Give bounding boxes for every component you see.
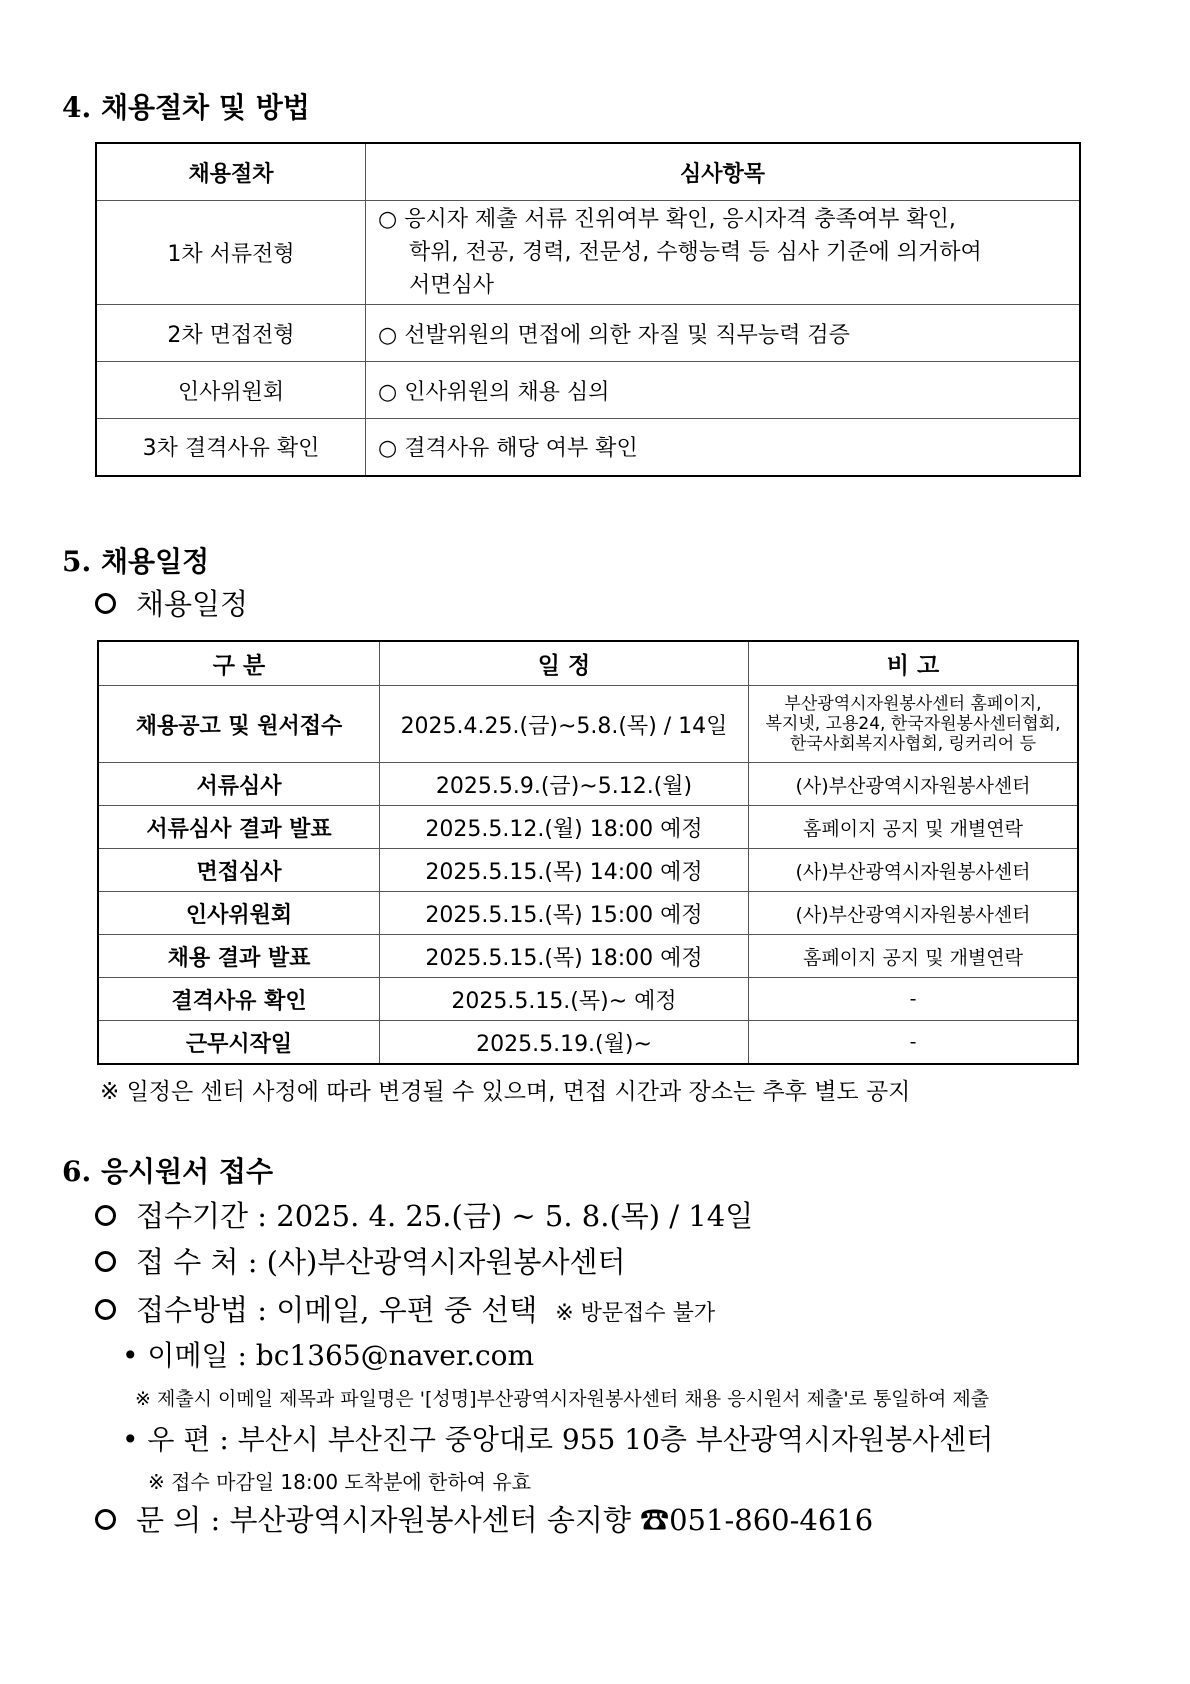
place-text: 접 수 처 : (사)부산광역시자원봉사센터 — [136, 1245, 626, 1279]
stage-cell: 2차 면접전형 — [96, 305, 366, 362]
method-text: 접수방법 : 이메일, 우편 중 선택 — [136, 1293, 538, 1327]
remark-cell: - — [749, 978, 1079, 1021]
criteria-line: 서면심사 — [409, 273, 495, 298]
date-cell: 2025.5.15.(목) 15:00 예정 — [380, 892, 749, 935]
stage-cell: 인사위원회 — [96, 362, 366, 419]
table-row — [98, 1021, 1078, 1065]
category-cell: 서류심사 — [98, 763, 380, 806]
table-row — [96, 201, 1080, 305]
table-row — [98, 849, 1078, 892]
section-5-heading: 5. 채용일정 — [62, 545, 210, 578]
remark-line: 부산광역시자원봉사센터 홈페이지, — [784, 694, 1042, 714]
table-header-row — [98, 641, 1078, 686]
table-row — [98, 935, 1078, 978]
period-line — [95, 1194, 753, 1235]
stage-cell: 1차 서류전형 — [96, 201, 366, 305]
criteria-cell: ○ 인사위원의 채용 심의 — [366, 362, 1081, 419]
remark-line: 복지넷, 고용24, 한국자원봉사센터협회, — [765, 714, 1061, 734]
method-line — [95, 1288, 715, 1329]
table-row — [98, 806, 1078, 849]
remark-cell: (사)부산광역시자원봉사센터 — [749, 849, 1079, 892]
category-cell: 채용공고 및 원서접수 — [98, 686, 380, 763]
category-cell: 인사위원회 — [98, 892, 380, 935]
post-note: ※ 접수 마감일 18:00 도착분에 한하여 유효 — [148, 1470, 532, 1494]
email-line: • 이메일 : bc1365@naver.com — [122, 1339, 535, 1372]
table-row — [98, 763, 1078, 806]
inquiry-text: 문 의 : 부산광역시자원봉사센터 송지향 ☎051-860-4616 — [136, 1503, 874, 1537]
table-row — [98, 686, 1078, 763]
schedule-note: ※ 일정은 센터 사정에 따라 변경될 수 있으며, 면접 시간과 장소는 추후 별도 공지 — [100, 1079, 911, 1105]
remark-line: 한국사회복지사협회, 링커리어 등 — [789, 734, 1037, 754]
table-row — [96, 305, 1080, 362]
date-cell: 2025.5.15.(목)~ 예정 — [380, 978, 749, 1021]
circle-bullet-icon — [95, 1509, 116, 1530]
place-line — [95, 1240, 625, 1281]
remark-cell: 홈페이지 공지 및 개별연락 — [749, 806, 1079, 849]
remark-cell — [749, 686, 1079, 763]
table-row — [98, 892, 1078, 935]
category-cell: 서류심사 결과 발표 — [98, 806, 380, 849]
table-header-row — [96, 143, 1080, 201]
remark-cell: (사)부산광역시자원봉사센터 — [749, 892, 1079, 935]
circle-bullet-icon — [95, 1299, 116, 1320]
category-cell: 근무시작일 — [98, 1021, 380, 1065]
stage-cell: 3차 결격사유 확인 — [96, 419, 366, 476]
header-cell: 비 고 — [749, 641, 1079, 686]
date-cell: 2025.5.9.(금)~5.12.(월) — [380, 763, 749, 806]
table-row — [96, 362, 1080, 419]
category-cell: 채용 결과 발표 — [98, 935, 380, 978]
section-6-heading: 6. 응시원서 접수 — [62, 1155, 274, 1188]
header-cell: 구 분 — [98, 641, 380, 686]
date-cell: 2025.5.15.(목) 14:00 예정 — [380, 849, 749, 892]
criteria-cell — [366, 201, 1081, 305]
remark-cell: 홈페이지 공지 및 개별연락 — [749, 935, 1079, 978]
table-row — [96, 419, 1080, 476]
circle-bullet-icon — [95, 593, 116, 614]
method-note: ※ 방문접수 불가 — [555, 1301, 716, 1326]
email-note: ※ 제출시 이메일 제목과 파일명은 '[성명]부산광역시자원봉사센터 채용 응시원서 제출'로 통일하여 제출 — [135, 1388, 990, 1410]
remark-cell: (사)부산광역시자원봉사센터 — [749, 763, 1079, 806]
period-text: 접수기간 : 2025. 4. 25.(금) ~ 5. 8.(목) / 14일 — [136, 1199, 754, 1233]
criteria-cell: ○ 선발위원의 면접에 의한 자질 및 직무능력 검증 — [366, 305, 1081, 362]
category-cell: 면접심사 — [98, 849, 380, 892]
header-cell: 심사항목 — [366, 143, 1081, 201]
inquiry-line — [95, 1498, 873, 1539]
section-4-heading: 4. 채용절차 및 방법 — [62, 91, 310, 124]
criteria-line: 학위, 전공, 경력, 전문성, 수행능력 등 심사 기준에 의거하여 — [409, 240, 982, 265]
date-cell: 2025.5.19.(월)~ — [380, 1021, 749, 1065]
criteria-line: ○ 응시자 제출 서류 진위여부 확인, 응시자격 충족여부 확인, — [378, 207, 956, 232]
table-row — [98, 978, 1078, 1021]
subheading-text: 채용일정 — [136, 587, 249, 621]
header-cell: 채용절차 — [96, 143, 366, 201]
circle-bullet-icon — [95, 1251, 116, 1272]
post-line: • 우 편 : 부산시 부산진구 중앙대로 955 10층 부산광역시자원봉사센터 — [122, 1423, 994, 1456]
date-cell: 2025.5.12.(월) 18:00 예정 — [380, 806, 749, 849]
criteria-cell: ○ 결격사유 해당 여부 확인 — [366, 419, 1081, 476]
schedule-subheading — [95, 582, 248, 623]
category-cell: 결격사유 확인 — [98, 978, 380, 1021]
remark-cell: - — [749, 1021, 1079, 1065]
circle-bullet-icon — [95, 1205, 116, 1226]
date-cell: 2025.5.15.(목) 18:00 예정 — [380, 935, 749, 978]
schedule-table — [97, 640, 1079, 1065]
header-cell: 일 정 — [380, 641, 749, 686]
procedure-table — [95, 142, 1081, 477]
date-cell: 2025.4.25.(금)~5.8.(목) / 14일 — [380, 686, 749, 763]
